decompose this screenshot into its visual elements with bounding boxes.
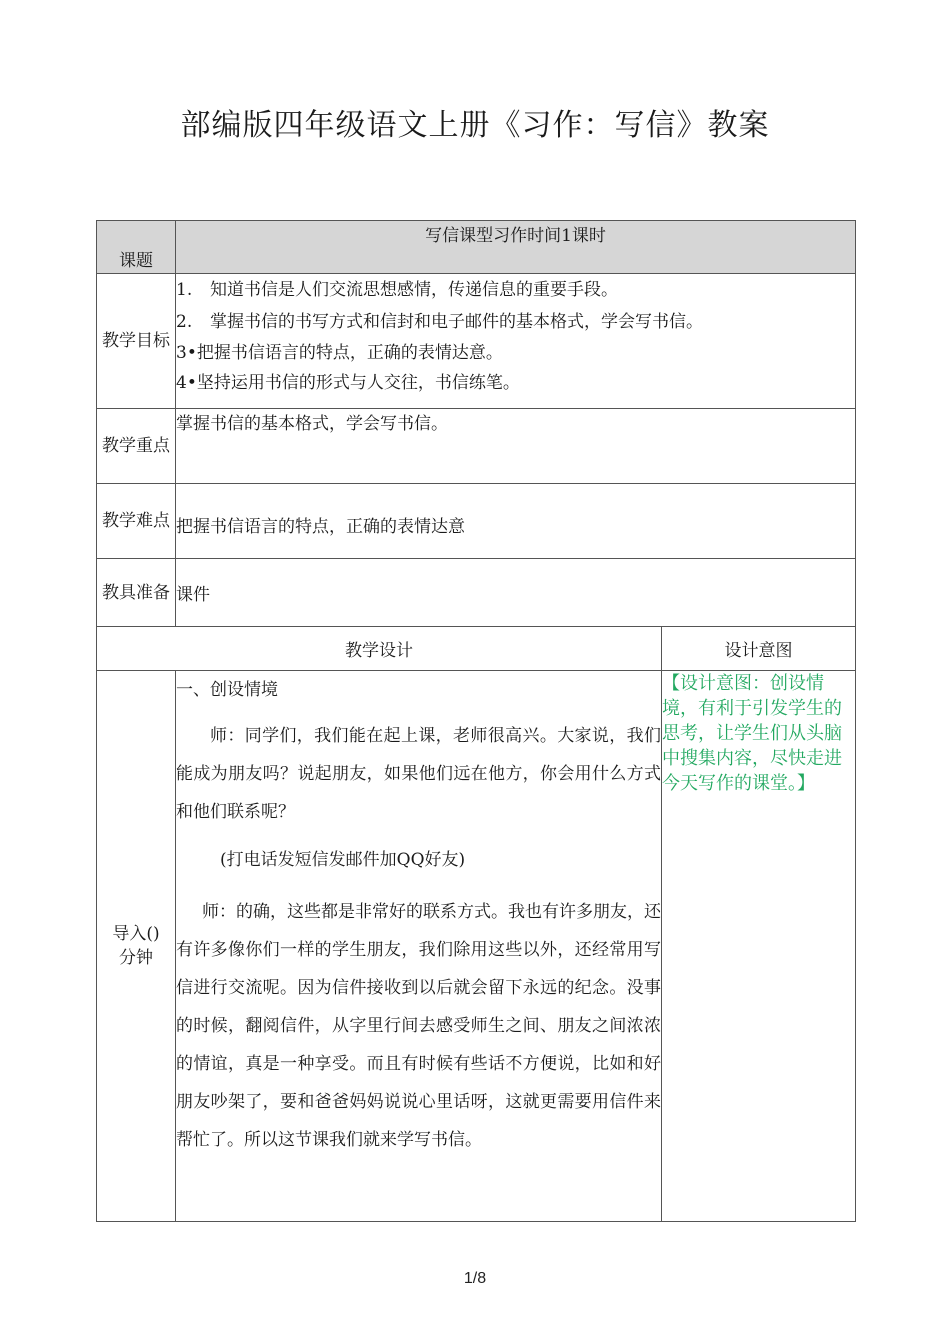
goals-label: 教学目标 [97,274,176,409]
tools-row [97,559,856,627]
tools-label: 教具准备 [97,559,176,627]
intro-student-answer: (打电话发短信发邮件加QQ好友) [220,850,466,870]
intro-paragraph: 师：的确，这些都是非常好的联系方式。我也有许多朋友，还有许多像你们一样的学生朋友，我们除用这些以外，还经常用写信进行交流呢。因为信件接收到以后就会留下永远的纪念。没事的时候，翻阅信件，从字里行间去感受师生之间、朋友之间浓浓的情谊，真是一种享受。而且有时候有些话不方便说，比如和好朋友吵架了，要和爸爸妈妈说说心里话呀，这就更需要用信件来帮忙了。所以这节课我们就来学写书信。 [176,902,661,1150]
key-point-row [97,409,856,484]
topic-row [97,221,856,274]
page-number: 1/8 [463,1270,487,1287]
design-header-row [97,627,856,671]
goal-item: 1. 知道书信是人们交流思想感情，传递信息的重要手段。 [176,280,618,300]
goal-item: 4•坚持运用书信的形式与人交往，书信练笔。 [176,373,520,393]
intent-header: 设计意图 [662,627,856,671]
key-point-value: 掌握书信的基本格式，学会写书信。 [176,409,856,484]
topic-value: 写信课型习作时间1课时 [176,221,856,274]
tools-value: 课件 [176,559,856,627]
intro-paragraph: 师：同学们，我们能在起上课，老师很高兴。大家说，我们能成为朋友吗？说起朋友，如果他们远在他方，你会用什么方式和他们联系呢？ [176,726,661,822]
document-title: 部编版四年级语文上册《习作：写信》教案 [180,108,770,143]
intro-section-heading: 一、创设情境 [176,680,278,700]
intro-intent: 【设计意图：创设情境，有利于引发学生的思考，让学生们从头脑中搜集内容，尽快走进今天写作的课堂。】 [662,671,856,1222]
goal-item: 3•把握书信语言的特点，正确的表情达意。 [176,343,503,363]
topic-label: 课题 [97,221,176,274]
goals-row [97,274,856,409]
intro-row [97,671,856,1222]
intro-content [176,671,662,1222]
key-point-label: 教学重点 [97,409,176,484]
goal-item: 2. 掌握书信的书写方式和信封和电子邮件的基本格式，学会写书信。 [176,312,703,332]
goals-list [176,274,856,409]
difficulty-value: 把握书信语言的特点，正确的表情达意 [176,484,856,559]
lesson-plan-table [96,220,856,1222]
intro-label: 导入()分钟 [97,671,176,1222]
difficulty-row [97,484,856,559]
difficulty-label: 教学难点 [97,484,176,559]
design-header: 教学设计 [97,627,662,671]
